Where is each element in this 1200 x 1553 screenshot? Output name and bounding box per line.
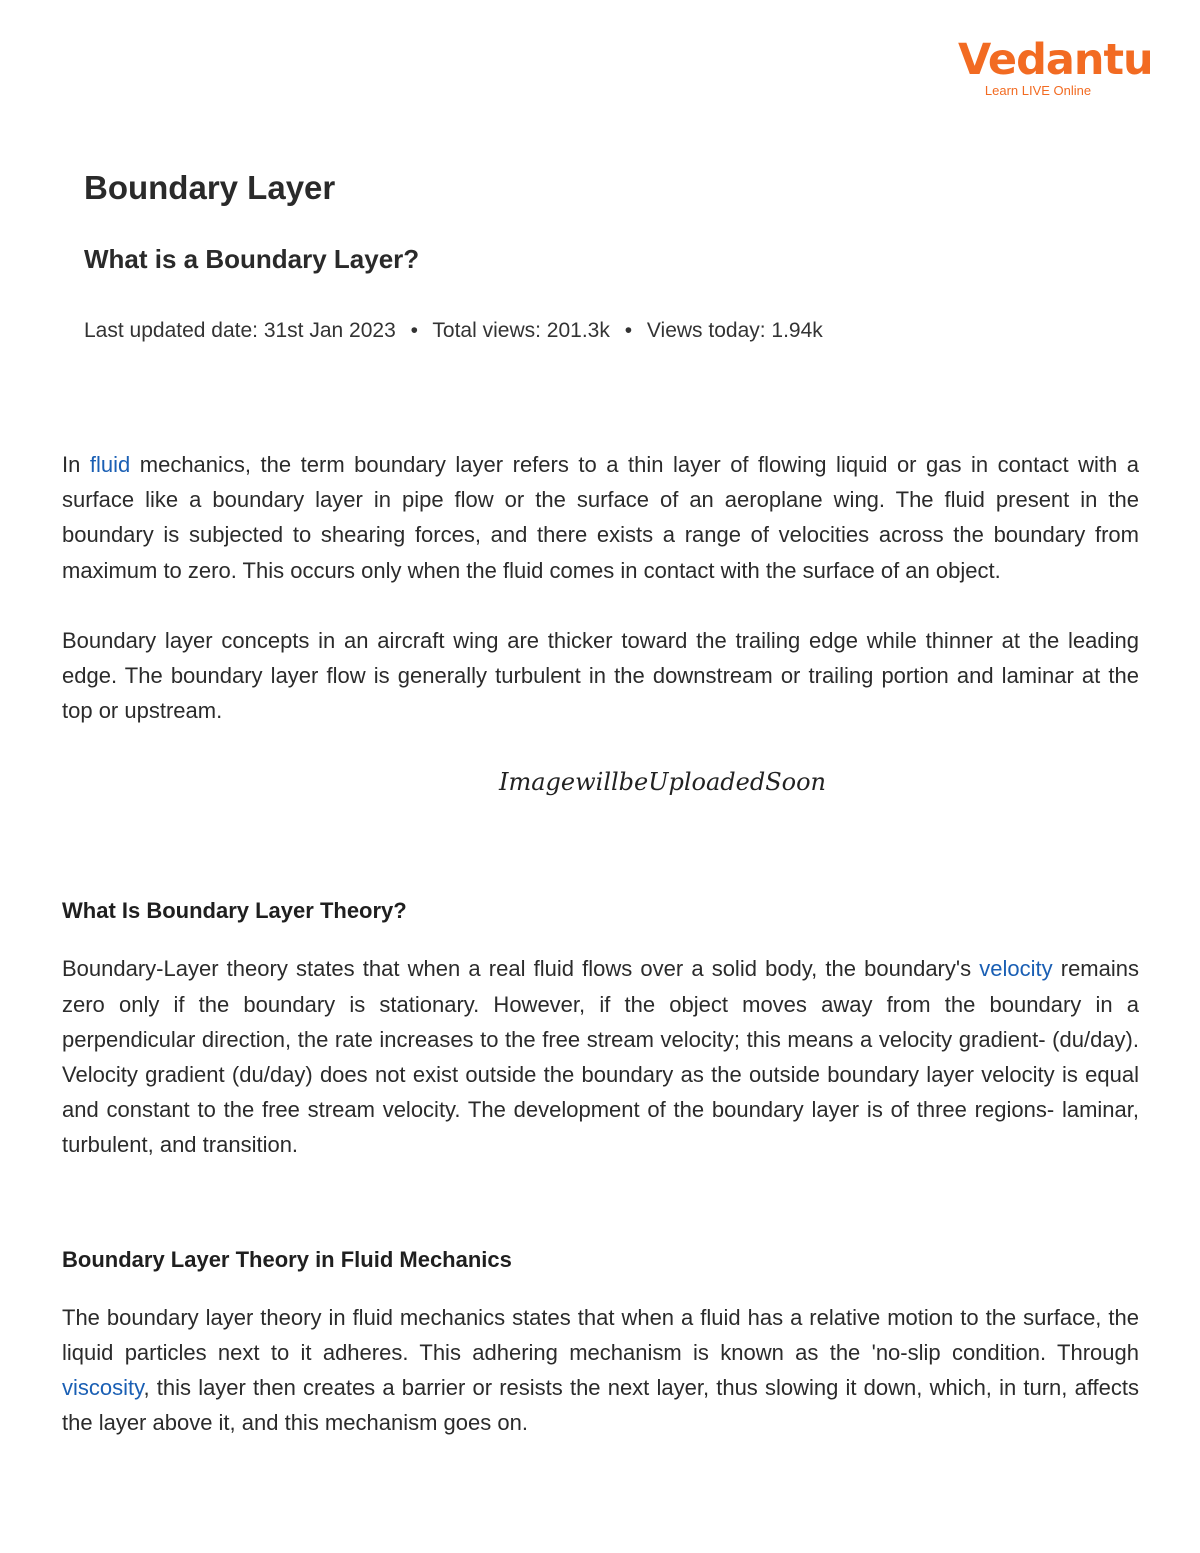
- page-subtitle: What is a Boundary Layer?: [84, 244, 420, 274]
- text-run: In: [62, 452, 90, 477]
- page-title: Boundary Layer: [84, 169, 336, 206]
- views-today: Views today: 1.94k: [646, 319, 823, 342]
- meta-separator: •: [624, 319, 633, 342]
- logo-wordmark: Vedantu: [958, 35, 1153, 85]
- text-run: remains zero only if the boundary is stationary. However, if the object moves away from the boundary in a perpendicular direction, the rate increases to the free stream velocity; this means a velocity gradient- (du/day). Velocity gradient (du/day) does not exist outside the boundary as the outside boundary layer velocity is equal and constant to the free stream velocity. The development of the boundary layer is of three regions- laminar, turbulent, and transition.: [62, 956, 1139, 1158]
- velocity-link[interactable]: velocity: [979, 956, 1053, 982]
- fluid-link[interactable]: fluid: [89, 452, 131, 477]
- viscosity-link[interactable]: viscosity: [62, 1375, 144, 1401]
- image-placeholder: ImagewillbeUploadedSoon: [499, 768, 826, 797]
- last-updated-date: Last updated date: 31st Jan 2023: [84, 319, 396, 342]
- text-run: The boundary layer theory in fluid mechanics states that when a fluid has a relative motion to the surface, the liquid particles next to it adheres. This adhering mechanism is known as the 'no-slip condition. Through: [62, 1304, 1139, 1365]
- intro-paragraph: [62, 447, 1139, 588]
- aircraft-wing-paragraph: Boundary layer concepts in an aircraft wing are thicker toward the trailing edge while thinner at the leading edge. The boundary layer flow is generally turbulent in the downstream or trailing portion and laminar at the top or upstream.: [62, 627, 1139, 724]
- meta-separator: •: [410, 319, 418, 342]
- total-views: Total views: 201.3k: [432, 319, 610, 342]
- article-body: [62, 447, 1139, 1440]
- vedantu-logo: [958, 34, 1153, 98]
- text-run: Boundary-Layer theory states that when a real fluid flows over a solid body, the boundary's: [62, 956, 980, 982]
- section-heading-theory: What Is Boundary Layer Theory?: [62, 898, 407, 924]
- article-meta: [84, 316, 823, 346]
- text-run: mechanics, the term boundary layer refers to a thin layer of flowing liquid or gas in contact with a surface like a boundary layer in pipe flow or the surface of an aeroplane wing. The fluid present in the boundary is subjected to shearing forces, and there exists a range of velocities across the boundary from maximum to zero. This occurs only when the fluid comes in contact with the surface of an object.: [62, 452, 1139, 583]
- logo-tagline: Learn LIVE Online: [984, 83, 1092, 98]
- fluid-mechanics-paragraph: [62, 1300, 1139, 1441]
- section-heading-fluid-mechanics: Boundary Layer Theory in Fluid Mechanics: [62, 1246, 512, 1272]
- text-run: , this layer then creates a barrier or resists the next layer, thus slowing it down, which, in turn, affects the layer above it, and this mechanism goes on.: [62, 1375, 1139, 1436]
- theory-paragraph: [62, 951, 1139, 1162]
